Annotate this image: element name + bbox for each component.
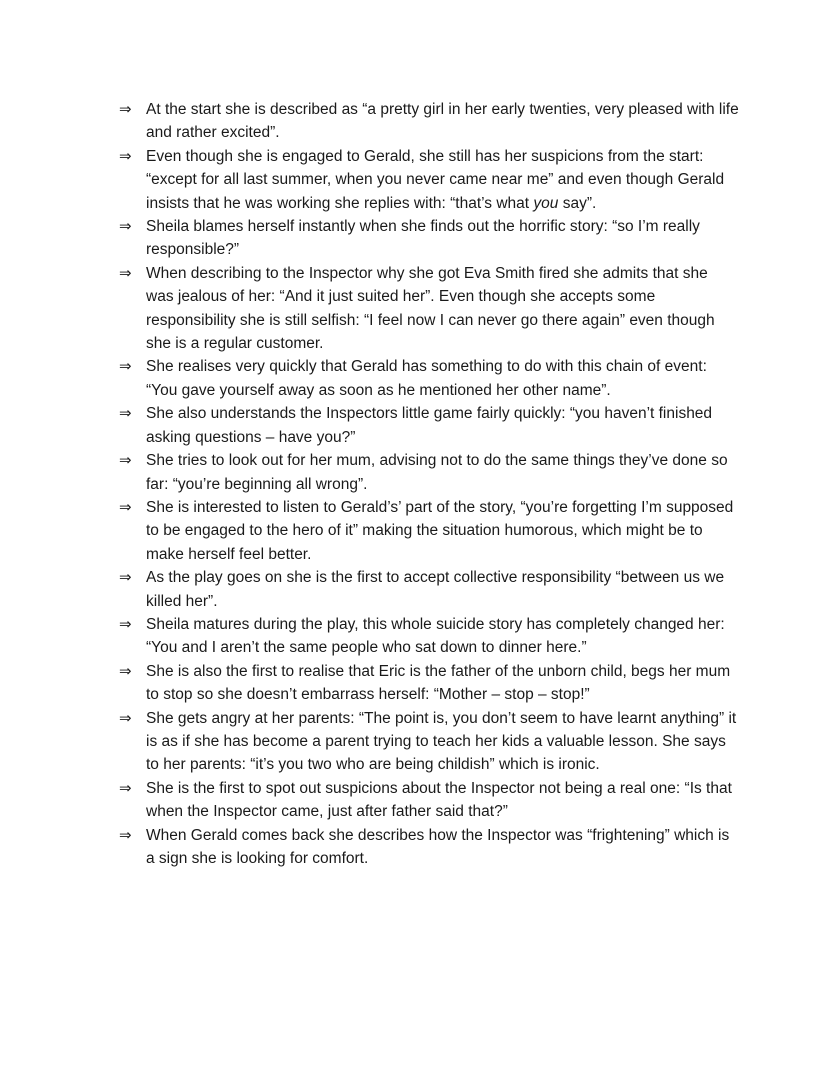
arrow-icon: ⇒ (119, 708, 132, 727)
list-item: ⇒ When describing to the Inspector why she got Eva Smith fired she admits that she was jealous of her: “And it just suited her”. Even though she accepts some responsibility she is still selfish: “I feel now I can never go there again” even though she is a regular customer. (119, 263, 715, 353)
bullet-list (119, 98, 739, 870)
arrow-icon: ⇒ (119, 404, 132, 423)
list-item: ⇒ She is also the first to realise that Eric is the father of the unborn child, begs her mum to stop so she doesn’t embarrass herself: “Mother – stop – stop!” (119, 661, 731, 704)
arrow-icon: ⇒ (119, 825, 132, 844)
arrow-icon: ⇒ (119, 451, 132, 470)
list-item: ⇒ When Gerald comes back she describes how the Inspector was “frightening” which is a sign she is looking for comfort. (119, 825, 730, 867)
arrow-icon: ⇒ (119, 614, 132, 633)
list-item: ⇒ She also understands the Inspectors little game fairly quickly: “you haven’t finished asking questions – have you?” (119, 404, 713, 446)
arrow-icon: ⇒ (119, 100, 132, 118)
arrow-icon: ⇒ (119, 217, 132, 236)
list-item: ⇒ She tries to look out for her mum, advising not to do the same things they’ve done so far: “you’re beginning all wrong”. (119, 451, 728, 493)
arrow-icon: ⇒ (119, 263, 132, 282)
list-item: ⇒ As the play goes on she is the first to accept collective responsibility “between us we killed her”. (119, 568, 725, 610)
list-item: ⇒ She gets angry at her parents: “The point is, you don’t seem to have learnt anything” it is as if she has become a parent trying to teach her kids a valuable lesson. She says to her parents: “it’s you two who are being childish” which is ironic. (119, 708, 737, 774)
arrow-icon: ⇒ (119, 497, 132, 516)
arrow-icon: ⇒ (119, 568, 132, 587)
arrow-icon: ⇒ (119, 146, 132, 165)
arrow-icon: ⇒ (119, 778, 132, 797)
list-item: ⇒ Sheila matures during the play, this whole suicide story has completely changed her: “You and I aren’t the same people who sat down to dinner here.” (119, 614, 725, 657)
list-item: ⇒ Sheila blames herself instantly when she finds out the horrific story: “so I’m really responsible?” (119, 217, 700, 259)
arrow-icon: ⇒ (119, 661, 132, 680)
list-item: ⇒ Even though she is engaged to Gerald, she still has her suspicions from the start: “except for all last summer, when you never came near me” and even though Gerald insists that he was working she replies with: “that’s what you say”. (119, 146, 725, 212)
arrow-icon: ⇒ (119, 357, 132, 376)
list-item: ⇒ At the start she is described as “a pretty girl in her early twenties, very pleased with life and rather excited”. (119, 100, 739, 142)
list-item: ⇒ She is the first to spot out suspicions about the Inspector not being a real one: “Is that when the Inspector came, just after father said that?” (119, 778, 732, 821)
list-item: ⇒ She realises very quickly that Gerald has something to do with this chain of event: “You gave yourself away as soon as he mentioned her other name”. (119, 357, 707, 399)
list-item: ⇒ She is interested to listen to Gerald’s’ part of the story, “you’re forgetting I’m supposed to be engaged to the hero of it” making the situation humorous, which might be to make herself feel better. (119, 497, 734, 563)
